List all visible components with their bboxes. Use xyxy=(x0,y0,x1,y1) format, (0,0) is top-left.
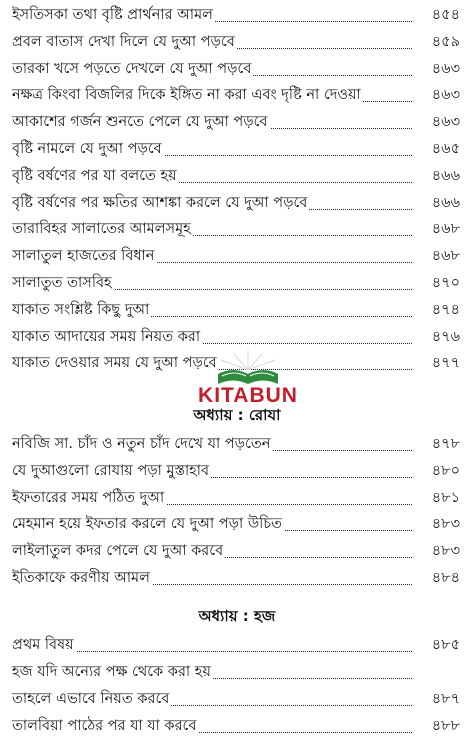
toc-entry xyxy=(12,486,464,510)
toc-entry-page: ৪৮৩ xyxy=(431,543,460,560)
toc-entry-title: তালবিয়া পাঠের পর যা যা করবে xyxy=(12,718,197,734)
watermark-text: KITABUN xyxy=(198,384,298,407)
toc-entry-title: নক্ষত্র কিংবা বিজলির দিকে ইঙ্গিত না করা এবং দৃষ্টি না দেওয়া xyxy=(12,87,361,104)
toc-entry-page: ৪৬৩ xyxy=(431,60,460,77)
toc-entry-title: যাকাত সংশ্লিষ্ট কিছু দুআ xyxy=(12,301,150,318)
toc-entry-title: যাকাত দেওয়ার সময় যে দুআ পড়বে xyxy=(12,355,217,372)
toc-entry xyxy=(12,137,464,161)
toc-entry xyxy=(12,512,464,536)
toc-entry xyxy=(12,3,464,27)
toc-entry-page: ৪৬৬ xyxy=(431,167,460,184)
toc-entry xyxy=(12,83,464,107)
toc-entry-title: হজ যদি অন্যের পক্ষ থেকে করা হয় xyxy=(12,664,211,680)
toc-entry xyxy=(12,298,464,322)
toc-entry-title: সালাতুত তাসবিহ xyxy=(12,275,112,291)
toc-entry xyxy=(12,325,464,349)
toc-entry xyxy=(12,539,464,563)
toc-entry-title: যে দুআগুলো রোযায় পড়া মুস্তাহাব xyxy=(12,462,210,479)
toc-entry-title: বৃষ্টি বর্ষণের পর যা বলতে হয় xyxy=(12,167,177,184)
toc-entry-page: ৪৮৫ xyxy=(431,637,460,653)
toc-entry xyxy=(12,271,464,295)
toc-entry-page: ৪৮৭ xyxy=(431,691,460,707)
toc-entry-title: প্রথম বিষয় xyxy=(12,637,74,653)
toc-entry-page: ৪৮৩ xyxy=(431,516,460,533)
toc-entry xyxy=(12,217,464,241)
toc-entry-title: সালাতুল হাজতের বিধান xyxy=(12,248,155,265)
toc-entry-title: প্রবল বাতাস দেখা দিলে যে দুআ পড়বে xyxy=(12,33,235,50)
toc-entry-title: মেহমান হয়ে ইফতার করলে যে দুআ পড়া উচিত xyxy=(12,516,282,533)
toc-entry-title: আকাশের গর্জন শুনতে পেলে যে দুআ পড়বে xyxy=(12,114,268,131)
toc-entry-page: ৪৮৮ xyxy=(431,718,460,734)
toc-entry xyxy=(12,244,464,268)
toc-entry-title: তাহলে এভাবে নিয়ত করবে xyxy=(12,691,170,707)
toc-entry-page: ৪৫৪ xyxy=(431,7,460,23)
toc-entry-title: তারাবিহর সালাতের আমলসমূহ xyxy=(12,221,191,238)
toc-entry xyxy=(12,633,464,657)
toc-entry-title: নবিজি সা. চাঁদ ও নতুন চাঁদ দেখে যা পড়তেন xyxy=(12,436,271,452)
toc-entry-page: ৪৫৯ xyxy=(431,33,460,50)
toc-entry-title: ইফতারের সময় পঠিত দুআ xyxy=(12,489,165,506)
toc-entry-page: ৪৭০ xyxy=(431,275,460,291)
toc-entry-page: ৪৬৩ xyxy=(431,87,460,104)
toc-entry-page: ৪৬৮ xyxy=(431,248,460,265)
toc-entry-page: ৪৬৬ xyxy=(431,194,460,211)
toc-entry xyxy=(12,660,464,684)
toc-entry xyxy=(12,432,464,456)
toc-entry-title: বৃষ্টি বর্ষণের পর ক্ষতির আশঙ্কা করলে যে দুআ পড়বে xyxy=(12,194,308,211)
toc-entry-page: ৪৬৮ xyxy=(431,221,460,238)
toc-entry-title: লাইলাতুল কদর পেলে যে দুআ করবে xyxy=(12,543,224,560)
toc-entry-page: ৪৭৬ xyxy=(431,328,460,345)
toc-entry-title: ইতিকাফে করণীয় আমল xyxy=(12,570,150,586)
toc-entry-title: যাকাত আদায়ের সময় নিয়ত করা xyxy=(12,328,201,345)
toc-entry xyxy=(12,164,464,188)
watermark-logo xyxy=(188,350,308,430)
toc-entry-page: ৪৮১ xyxy=(431,489,460,506)
chapter-heading-hajj: অধ্যায় : হজ xyxy=(198,607,276,625)
toc-entry-title: তারকা খসে পড়তে দেখলে যে দুআ পড়বে xyxy=(12,60,252,77)
toc-entry xyxy=(12,57,464,81)
toc-entry xyxy=(12,566,464,590)
toc-entry-page: ৪৭৭ xyxy=(431,355,460,372)
toc-entry xyxy=(12,110,464,134)
toc-entry-page: ৪৮৪ xyxy=(431,570,460,586)
toc-entry xyxy=(12,459,464,483)
toc-entry xyxy=(12,714,464,738)
toc-entry-page: ৪৭৮ xyxy=(431,436,460,452)
toc-entry-page: ৪৮০ xyxy=(431,462,460,479)
toc-entry-title: বৃষ্টি নামলে যে দুআ পড়বে xyxy=(12,141,162,157)
toc-entry-page: ৪৭৪ xyxy=(431,301,460,318)
toc-entry xyxy=(12,191,464,215)
toc-entry-page: ৪৬৫ xyxy=(431,141,460,157)
toc-entry-title: ইসতিসকা তথা বৃষ্টি প্রার্থনার আমল xyxy=(12,7,213,23)
toc-entry xyxy=(12,30,464,54)
chapter-heading-roza: অধ্যায় : রোযা xyxy=(193,406,281,424)
toc-entry xyxy=(12,687,464,711)
toc-entry-page: ৪৬৩ xyxy=(431,114,460,131)
